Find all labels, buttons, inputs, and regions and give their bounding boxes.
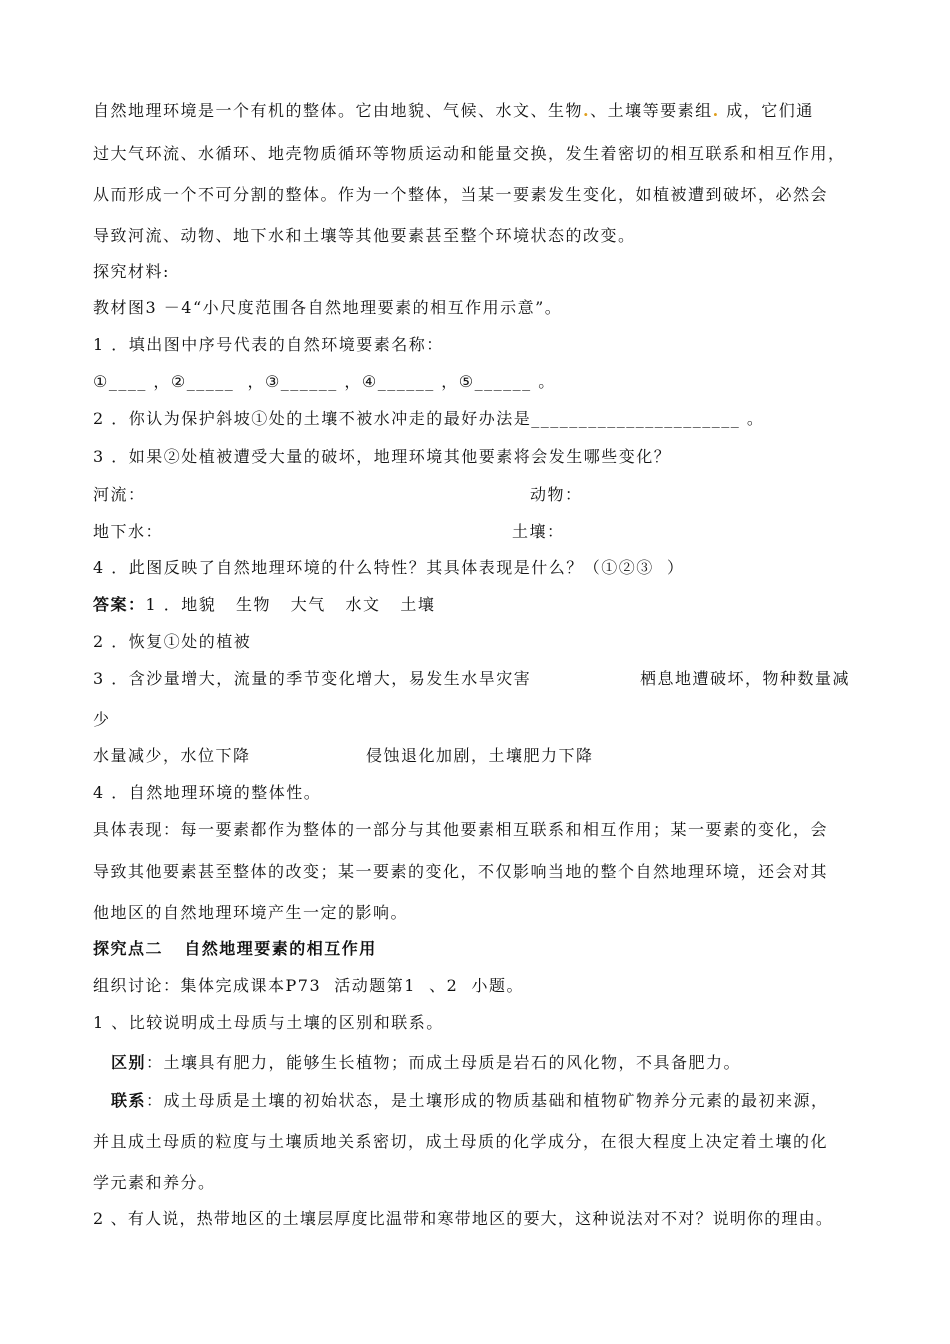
material-reference: 教材图3 －4“小尺度范围各自然地理要素的相互作用示意”。 (93, 298, 563, 317)
question-3: 3 ．如果②处植被遭受大量的破坏，地理环境其他要素将会发生哪些变化？ (93, 447, 672, 466)
answer-3-soil: 侵蚀退化加剧，土壤肥力下降 (366, 746, 594, 765)
connection-label: 联系 (111, 1091, 147, 1110)
answer-3-right: 栖息地遭破坏，物种数量减 (640, 669, 851, 688)
question-2: 2 ．你认为保护斜坡①处的土壤不被水冲走的最好办法是______________________ 。 (93, 409, 765, 428)
answer-3-left: 3 ．含沙量增大，流量的季节变化增大，易发生水旱灾害 (93, 669, 532, 688)
bullet-dot: . (712, 101, 720, 120)
answer-3-continued: 少 (93, 710, 111, 729)
section-2-title: 探究点二 自然地理要素的相互作用 (93, 939, 377, 958)
difference-label: 区别 (111, 1053, 147, 1072)
detail-line-2: 导致其他要素甚至整体的改变；某一要素的变化，不仅影响当地的整个自然地理环境，还会对其 (93, 862, 829, 881)
question-1-blanks: ①____ ，②_____ ，③______ ，④______ ，⑤______ 。 (93, 372, 556, 391)
section-2-question-2: 2 、有人说，热带地区的土壤层厚度比温带和寒带地区的要大，这种说法对不对？说明你的理由。 (93, 1209, 834, 1228)
intro-text-1b: 、土壤等要素组 (590, 101, 713, 120)
connection-line-1 (111, 1090, 829, 1112)
difference-line (111, 1052, 741, 1074)
question-1: 1 ．填出图中序号代表的自然环境要素名称： (93, 335, 444, 354)
connection-line-2: 并且成土母质的粒度与土壤质地关系密切，成土母质的化学成分，在很大程度上决定着土壤的化 (93, 1132, 829, 1151)
answer-3-water: 水量减少，水位下降 (93, 746, 251, 765)
answer-label: 答案： (93, 595, 146, 614)
intro-text-1a: 自然地理环境是一个有机的整体。它由地貌、气候、水文、生物 (93, 101, 584, 120)
q3-animal-label: 动物： (530, 485, 583, 504)
bullet-dot: . (583, 101, 591, 120)
intro-line-1 (93, 100, 814, 122)
q3-groundwater-label: 地下水： (93, 522, 164, 541)
material-label: 探究材料: (93, 262, 170, 281)
connection-line-3: 学元素和养分。 (93, 1173, 216, 1192)
difference-text: ：土壤具有肥力，能够生长植物；而成土母质是岩石的风化物，不具备肥力。 (146, 1053, 742, 1072)
intro-line-3: 从而形成一个不可分割的整体。作为一个整体，当某一要素发生变化，如植被遭到破坏，必然会 (93, 185, 829, 204)
detail-line-3: 他地区的自然地理环境产生一定的影响。 (93, 903, 409, 922)
connection-text: ：成土母质是土壤的初始状态，是土壤形成的物质基础和植物矿物养分元素的最初来源， (146, 1091, 829, 1110)
answer-1 (93, 594, 435, 616)
answer-4: 4 ．自然地理环境的整体性。 (93, 783, 322, 802)
section-2-discussion: 组织讨论：集体完成课本P73 活动题第1 、2 小题。 (93, 976, 525, 995)
intro-text-1c: 成，它们通 (726, 101, 814, 120)
section-2-question-1: 1 、比较说明成土母质与土壤的区别和联系。 (93, 1013, 444, 1032)
q3-river-label: 河流： (93, 485, 146, 504)
intro-line-4: 导致河流、动物、地下水和土壤等其他要素甚至整个环境状态的改变。 (93, 226, 636, 245)
detail-line-1: 具体表现：每一要素都作为整体的一部分与其他要素相互联系和相互作用；某一要素的变化，会 (93, 820, 829, 839)
answer-1-text: 1 ．地貌 生物 大气 水文 土壤 (145, 595, 436, 614)
intro-line-2: 过大气环流、水循环、地壳物质循环等物质运动和能量交换，发生着密切的相互联系和相互作用， (93, 144, 846, 163)
question-4: 4 ．此图反映了自然地理环境的什么特性？其具体表现是什么？（①②③ ） (93, 558, 685, 577)
q3-soil-label: 土壤： (512, 522, 565, 541)
answer-2: 2 ．恢复①处的植被 (93, 632, 252, 651)
